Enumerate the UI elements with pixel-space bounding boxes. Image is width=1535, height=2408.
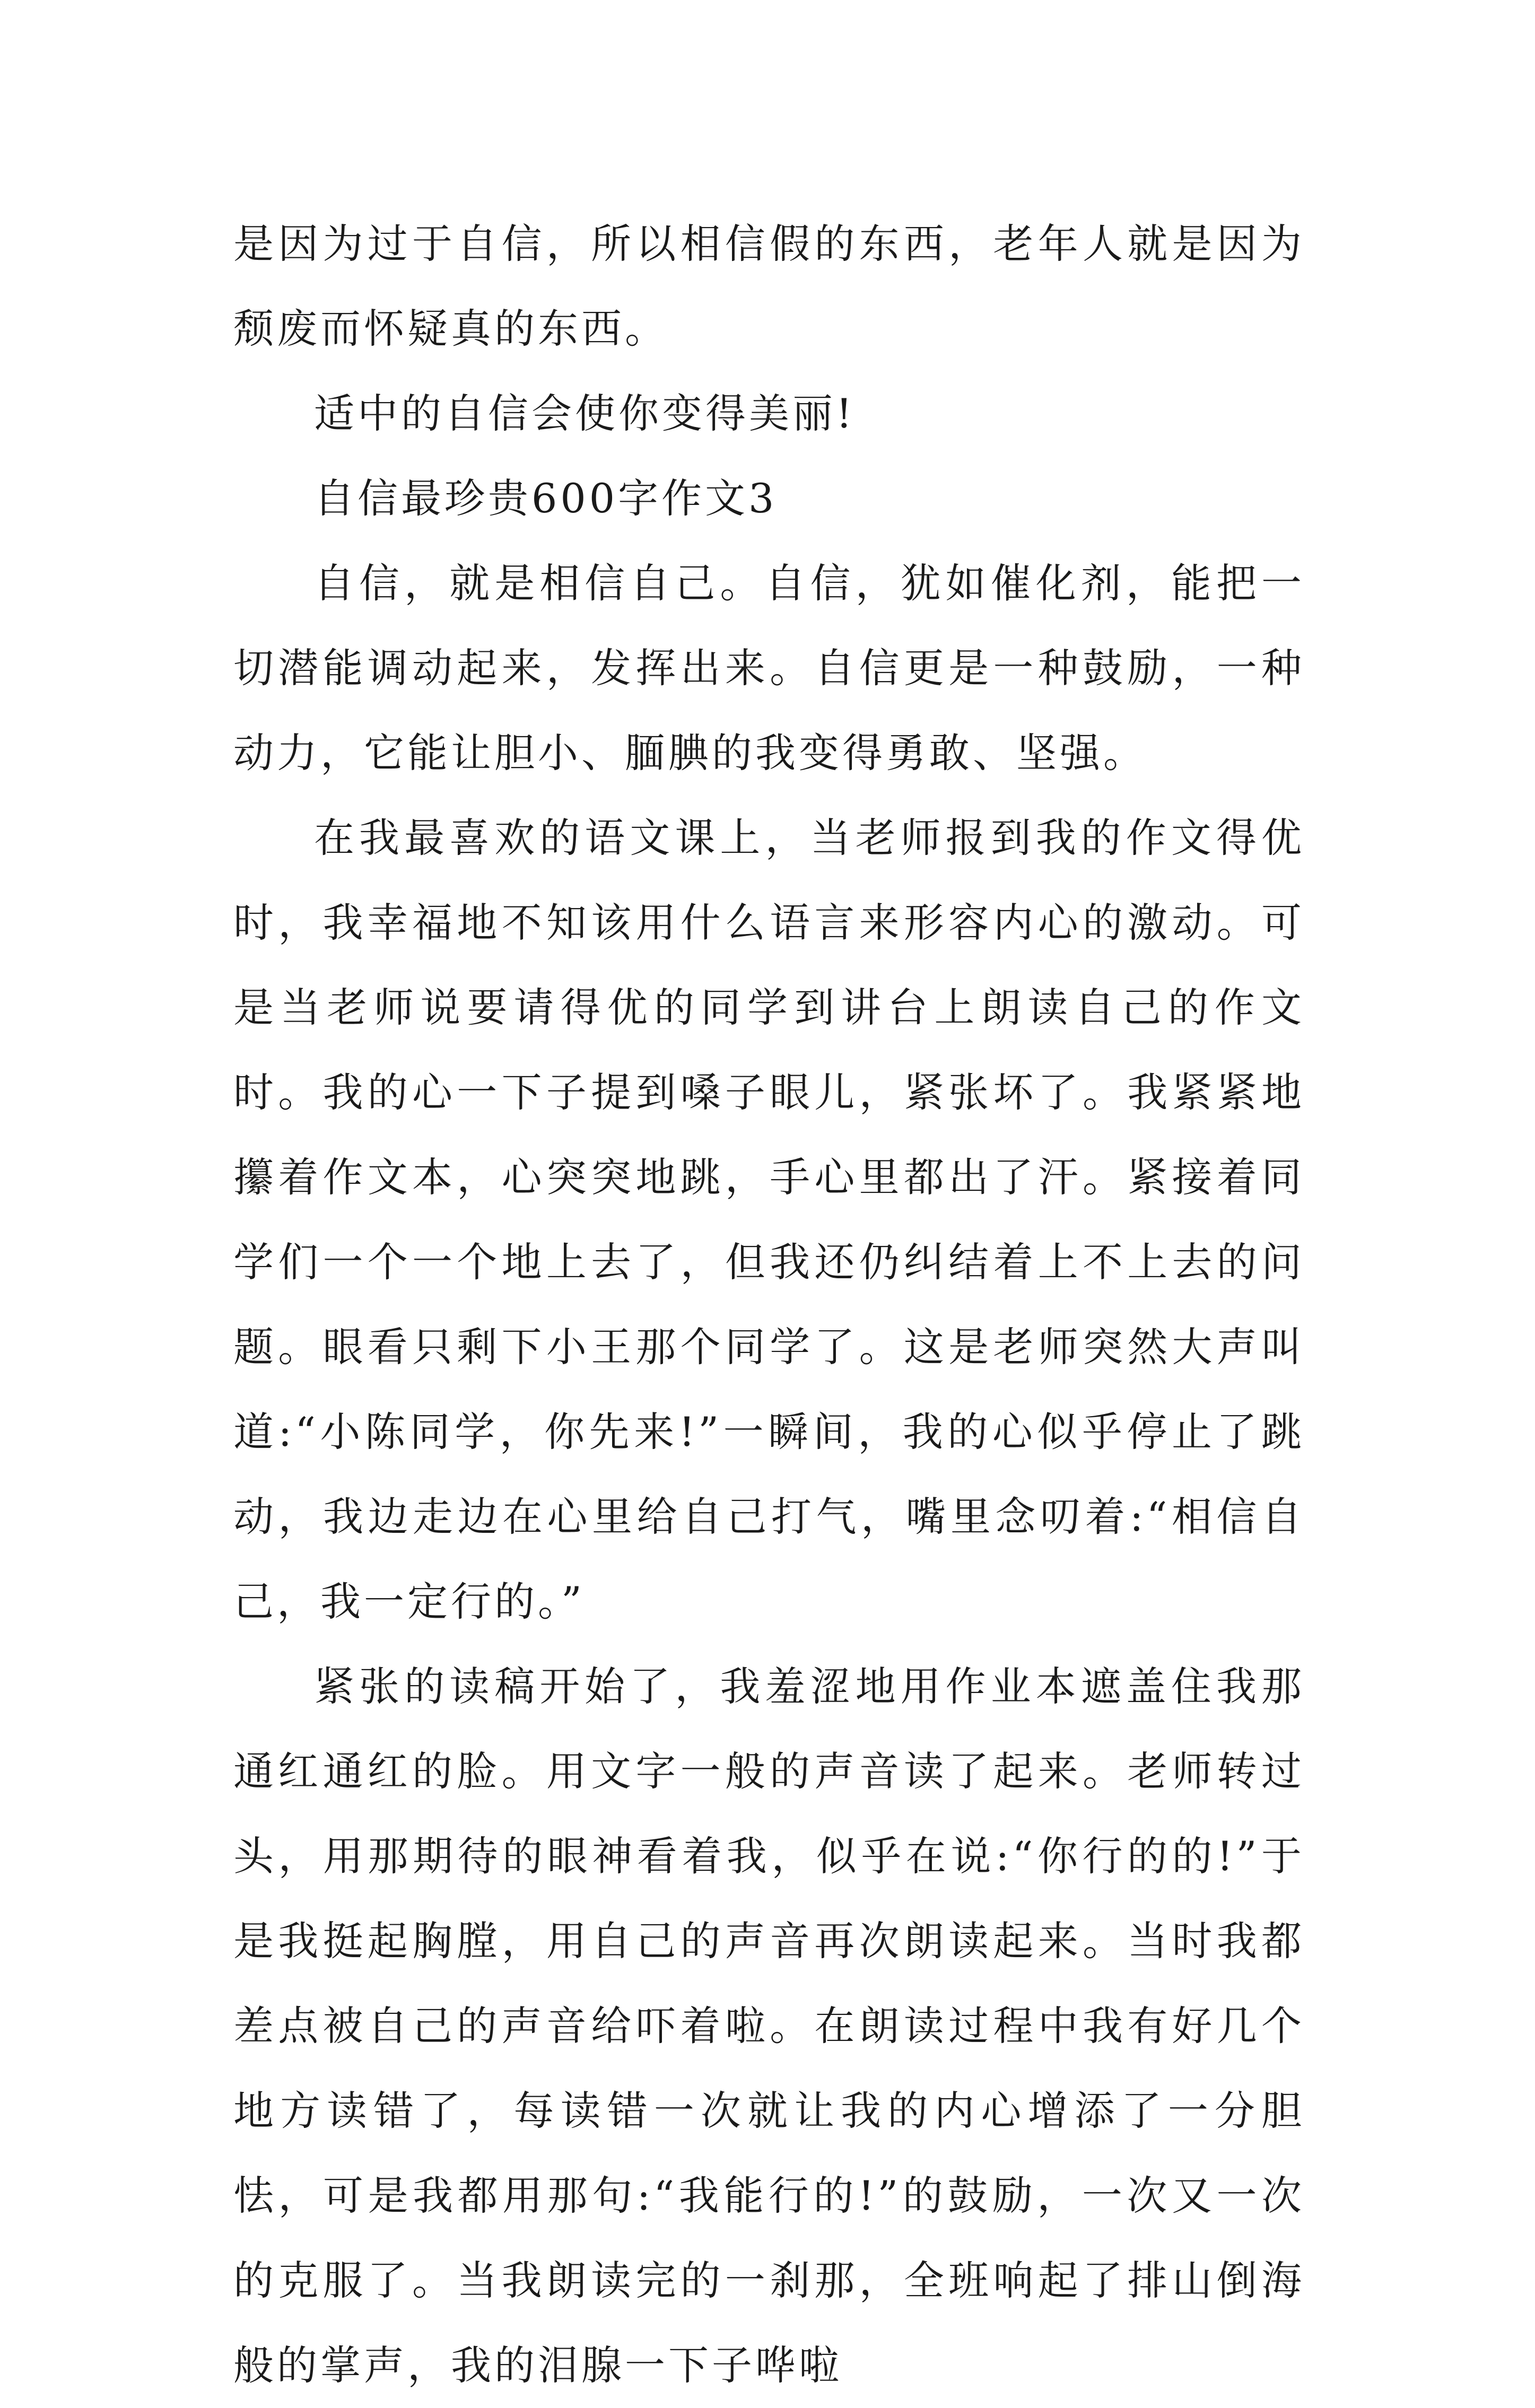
paragraph-reading: 紧张的读稿开始了，我羞涩地用作业本遮盖住我那通红通红的脸。用文字一般的声音读了起来。老师转过头，用那期待的眼神看着我，似乎在说:“你行的的!”于是我挺起胸膛，用自己的声音再次朗读起来。当时我都差点被自己的声音给吓着啦。在朗读过程中我有好几个地方读错了，每读错一次就让我的内心增添了一分胆怯，可是我都用那句:“我能行的!”的鼓励，一次又一次的克服了。当我朗读完的一刹那，全班响起了排山倒海般的掌声，我的泪腺一下子哗啦: [233, 1663, 1305, 2389]
paragraph-classroom: 在我最喜欢的语文课上，当老师报到我的作文得优时，我幸福地不知该用什么语言来形容内心的激动。可是当老师说要请得优的同学到讲台上朗读自己的作文时。我的心一下子提到嗓子眼儿，紧张坏了。我紧紧地攥着作文本，心突突地跳，手心里都出了汗。紧接着同学们一个一个地上去了，但我还仍纠结着上不上去的问题。眼看只剩下小王那个同学了。这是老师突然大声叫道:“小陈同学，你先来!”一瞬间，我的心似乎停止了跳动，我边走边在心里给自己打气，嘴里念叨着:“相信自己，我一定行的。”: [233, 814, 1305, 1625]
paragraph-continuation: 是因为过于自信，所以相信假的东西，老年人就是因为颓废而怀疑真的东西。: [233, 220, 1305, 352]
document-body: [233, 202, 1305, 2408]
essay-title: 自信最珍贵600字作文3: [314, 475, 778, 522]
paragraph-intro: 自信，就是相信自己。自信，犹如催化剂，能把一切潜能调动起来，发挥出来。自信更是一种鼓励，一种动力，它能让胆小、腼腆的我变得勇敢、坚强。: [233, 560, 1305, 777]
paragraph-conclusion: 适中的自信会使你变得美丽!: [314, 390, 856, 437]
